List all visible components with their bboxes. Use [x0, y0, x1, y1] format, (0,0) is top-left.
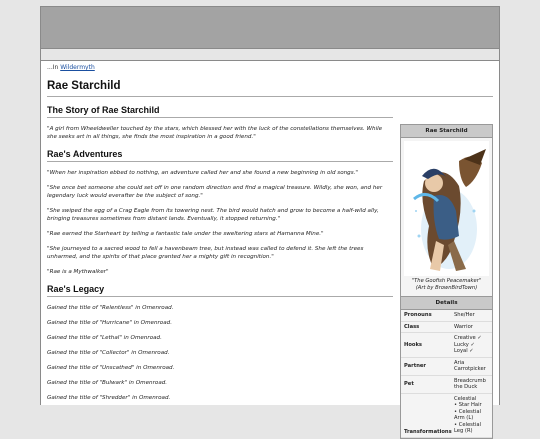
infobox-row-transformations — [401, 394, 492, 438]
infobox-value: Breadcrumb the Duck — [454, 377, 486, 390]
adventure-item: "She journeyed to a sacred wood to fell a havenbeam tree, but instead was called to defend it. She left the trees unharmed, and the spirits of that place granted her a mighty gift in recognition." — [47, 246, 364, 260]
story-heading: The Story of Rae Starchild — [47, 105, 393, 118]
header-strip — [41, 49, 499, 61]
portrait-caption — [401, 276, 492, 296]
main-column — [47, 105, 393, 402]
details-header: Details — [401, 296, 492, 310]
portrait-caption-title: "The Goofish Peacemaker" — [411, 278, 482, 284]
page-frame — [40, 6, 500, 435]
adventure-item: "Rae earned the Starheart by telling a fantastic tale under the sweltering stars at Hamanna Mine." — [47, 231, 324, 237]
infobox-key: Hooks — [404, 341, 423, 348]
legacy-item: Gained the title of "Relentless" in Omenroad. — [47, 305, 174, 311]
legacy-item: Gained the title of "Collector" in Omenroad. — [47, 350, 170, 356]
legacy-item: Gained the title of "Hurricane" in Omenroad. — [47, 320, 172, 326]
adventure-item: "Rae is a Mythwalker" — [47, 269, 109, 275]
character-portrait-art — [404, 141, 491, 276]
breadcrumb-link[interactable]: Wildermyth — [60, 64, 95, 71]
header-banner — [41, 7, 499, 49]
legacy-item: Gained the title of "Unscathed" in Omenroad. — [47, 365, 175, 371]
page-title: Rae Starchild — [47, 80, 493, 97]
page-content — [41, 64, 499, 435]
infobox-key: Partner — [404, 363, 426, 369]
infobox-title: Rae Starchild — [401, 125, 492, 138]
legacy-item: Gained the title of "Lethal" in Omenroad. — [47, 335, 162, 341]
infobox-row-pet — [401, 376, 492, 394]
infobox-value: Celestial • Star Hair • Celestial Arm (L) • Celestial Leg (R) — [454, 395, 482, 434]
infobox-value: Warrior — [454, 323, 473, 330]
legacy-item: Gained the title of "Shredder" in Omenroad. — [47, 395, 171, 401]
infobox-key: Pet — [404, 381, 414, 387]
character-infobox — [400, 124, 493, 439]
adventure-item: "She once bet someone she could set off in one random direction and find a magical treasure. Wildly, she won, and her legendary luck would everafter be the subject of song." — [47, 185, 383, 199]
character-portrait[interactable] — [404, 141, 489, 276]
breadcrumb-prefix: ...In — [47, 64, 59, 71]
legacy-heading: Rae's Legacy — [47, 284, 393, 297]
story-quote: "A girl from Wheeldweller touched by the stars, which blessed her with the luck of the constellations themselves. While she seeks art in all things, she finds the most inspiration in a good friend." — [47, 126, 383, 140]
infobox-key: Class — [404, 323, 420, 330]
portrait-caption-credit: (Art by BrownBirdTown) — [415, 285, 478, 291]
adventure-item: "She swiped the egg of a Crag Eagle from its towering nest. The bird would hatch and grow to become a half-wild ally, bringing treasures sometimes from distant lands. Eventually, it stopped returning." — [47, 208, 379, 222]
infobox-row-partner — [401, 358, 492, 376]
infobox-row-class — [401, 322, 492, 334]
adventures-heading: Rae's Adventures — [47, 149, 393, 162]
infobox-value: She/Her — [454, 312, 475, 318]
infobox-value: Aria Carrotpicker — [454, 359, 486, 372]
infobox-key: Pronouns — [404, 312, 432, 318]
infobox-value: Creative ✓ Lucky ✓ Loyal ✓ — [454, 335, 482, 354]
adventure-item: "When her inspiration ebbed to nothing, an adventure called her and she found a new beginning in old songs." — [47, 170, 359, 176]
infobox-key: Transformations — [404, 428, 452, 435]
infobox-row-hooks — [401, 333, 492, 358]
legacy-item: Gained the title of "Bulwark" in Omenroad. — [47, 380, 168, 386]
breadcrumb — [47, 64, 493, 71]
infobox-row-pronouns — [401, 310, 492, 322]
